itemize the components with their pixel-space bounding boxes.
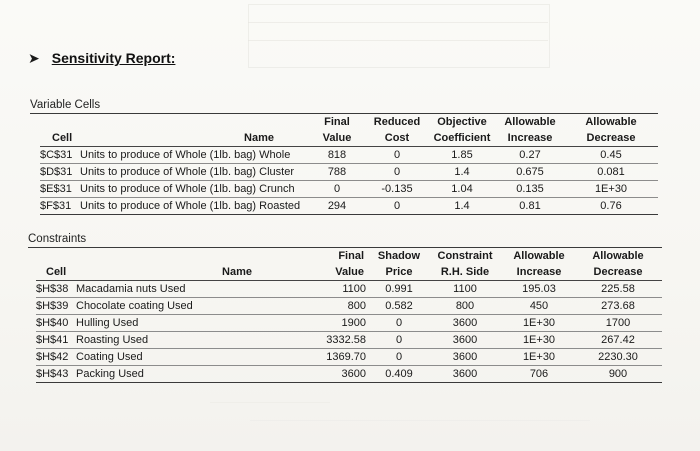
cell-objective: 1.4 <box>428 198 496 215</box>
cell-objective: 1.04 <box>428 181 496 198</box>
cell-ref: $H$38 <box>36 281 76 298</box>
report-title: Sensitivity Report: <box>51 50 176 66</box>
col-header-final: Value <box>308 130 366 147</box>
cell-rhs: 1100 <box>426 281 504 298</box>
cell-reduced: 0 <box>366 164 428 181</box>
cell-rhs: 3600 <box>426 315 504 332</box>
table-row <box>40 164 658 181</box>
cell-final: 1900 <box>256 315 372 332</box>
cell-name: Macadamia nuts Used <box>76 281 256 298</box>
cell-objective: 1.4 <box>428 164 496 181</box>
table-row <box>36 281 662 298</box>
cell-name: Chocolate coating Used <box>76 298 256 315</box>
col-header-increase: Allowable <box>513 250 565 262</box>
cell-shadow: 0 <box>372 332 426 349</box>
cell-decrease: 267.42 <box>574 332 662 349</box>
constraints-table <box>36 248 662 383</box>
col-header-reduced: Reduced <box>373 116 421 128</box>
cell-name: Units to produce of Whole (1lb. bag) Roasted <box>80 198 308 215</box>
cell-shadow: 0 <box>372 315 426 332</box>
table-header-row <box>36 264 662 281</box>
cell-decrease: 1700 <box>574 315 662 332</box>
cell-final: 3600 <box>256 366 372 383</box>
cell-increase: 0.81 <box>496 198 564 215</box>
cell-decrease: 0.081 <box>564 164 658 181</box>
cell-final: 0 <box>308 181 366 198</box>
col-header-increase: Allowable <box>504 116 556 128</box>
variable-cells-label: Variable Cells <box>30 99 101 111</box>
col-header-decrease: Allowable <box>592 250 644 262</box>
table-row <box>36 366 662 383</box>
cell-name: Roasting Used <box>76 332 256 349</box>
table-header-row <box>36 248 662 264</box>
col-header-rhs: R.H. Side <box>426 264 504 281</box>
table-row <box>40 147 658 164</box>
cell-final: 294 <box>308 198 366 215</box>
cell-decrease: 2230.30 <box>574 349 662 366</box>
cell-increase: 706 <box>504 366 574 383</box>
cell-name: Packing Used <box>76 366 256 383</box>
col-header-increase: Increase <box>496 130 564 147</box>
cell-reduced: 0 <box>366 147 428 164</box>
cell-ref: $H$43 <box>36 366 76 383</box>
cell-decrease: 1E+30 <box>564 181 658 198</box>
cell-decrease: 273.68 <box>574 298 662 315</box>
cell-shadow: 0.409 <box>372 366 426 383</box>
cell-reduced: 0 <box>366 198 428 215</box>
cell-final: 1369.70 <box>256 349 372 366</box>
col-header-shadow: Price <box>372 264 426 281</box>
table-header-row <box>40 130 658 147</box>
bleed-through-line <box>248 22 548 23</box>
cell-name: Coating Used <box>76 349 256 366</box>
cell-final: 818 <box>308 147 366 164</box>
cell-increase: 1E+30 <box>504 349 574 366</box>
cell-ref: $E$31 <box>40 181 80 198</box>
cell-ref: $H$40 <box>36 315 76 332</box>
cell-ref: $H$39 <box>36 298 76 315</box>
cell-objective: 1.85 <box>428 147 496 164</box>
cell-rhs: 3600 <box>426 332 504 349</box>
cell-increase: 0.135 <box>496 181 564 198</box>
bleed-through-line <box>210 402 330 403</box>
cell-increase: 1E+30 <box>504 315 574 332</box>
cell-ref: $H$42 <box>36 349 76 366</box>
cell-shadow: 0.582 <box>372 298 426 315</box>
cell-increase: 450 <box>504 298 574 315</box>
col-header-name: Name <box>76 264 256 281</box>
table-row <box>36 298 662 315</box>
cell-increase: 0.675 <box>496 164 564 181</box>
cell-ref: $F$31 <box>40 198 80 215</box>
cell-ref: $H$41 <box>36 332 76 349</box>
constraints-label: Constraints <box>28 233 87 245</box>
arrow-bullet-icon: ➤ <box>28 50 40 66</box>
cell-final: 800 <box>256 298 372 315</box>
cell-reduced: -0.135 <box>366 181 428 198</box>
table-row <box>40 198 658 215</box>
cell-name: Units to produce of Whole (1lb. bag) Whole <box>80 147 308 164</box>
cell-shadow: 0 <box>372 349 426 366</box>
variable-cells-table <box>40 114 658 215</box>
cell-increase: 195.03 <box>504 281 574 298</box>
cell-shadow: 0.991 <box>372 281 426 298</box>
report-header <box>28 50 175 66</box>
col-header-decrease: Decrease <box>574 264 662 281</box>
col-header-reduced: Cost <box>366 130 428 147</box>
col-header-final: Value <box>256 264 372 281</box>
col-header-decrease: Decrease <box>564 130 658 147</box>
cell-decrease: 225.58 <box>574 281 662 298</box>
bleed-through-box <box>248 4 550 68</box>
cell-increase: 1E+30 <box>504 332 574 349</box>
col-header-shadow: Shadow <box>377 250 421 262</box>
cell-increase: 0.27 <box>496 147 564 164</box>
col-header-objective: Coefficient <box>428 130 496 147</box>
col-header-name: Name <box>80 130 308 147</box>
cell-decrease: 900 <box>574 366 662 383</box>
table-row <box>36 315 662 332</box>
cell-final: 1100 <box>256 281 372 298</box>
col-header-final: Final <box>324 116 350 128</box>
col-header-cell: Cell <box>36 264 76 281</box>
table-row <box>36 349 662 366</box>
col-header-final: Final <box>338 250 364 262</box>
col-header-increase: Increase <box>504 264 574 281</box>
table-row <box>36 332 662 349</box>
table-row <box>40 181 658 198</box>
bleed-through-line <box>248 40 548 41</box>
cell-final: 788 <box>308 164 366 181</box>
cell-rhs: 3600 <box>426 349 504 366</box>
col-header-cell: Cell <box>40 130 80 147</box>
cell-ref: $D$31 <box>40 164 80 181</box>
col-header-objective: Objective <box>437 116 487 128</box>
cell-name: Hulling Used <box>76 315 256 332</box>
cell-name: Units to produce of Whole (1lb. bag) Crunch <box>80 181 308 198</box>
cell-rhs: 3600 <box>426 366 504 383</box>
cell-rhs: 800 <box>426 298 504 315</box>
cell-final: 3332.58 <box>256 332 372 349</box>
bleed-through-line <box>250 420 590 421</box>
cell-name: Units to produce of Whole (1lb. bag) Cluster <box>80 164 308 181</box>
cell-decrease: 0.76 <box>564 198 658 215</box>
cell-decrease: 0.45 <box>564 147 658 164</box>
cell-ref: $C$31 <box>40 147 80 164</box>
col-header-decrease: Allowable <box>585 116 637 128</box>
table-header-row <box>40 114 658 130</box>
col-header-rhs: Constraint <box>437 250 493 262</box>
